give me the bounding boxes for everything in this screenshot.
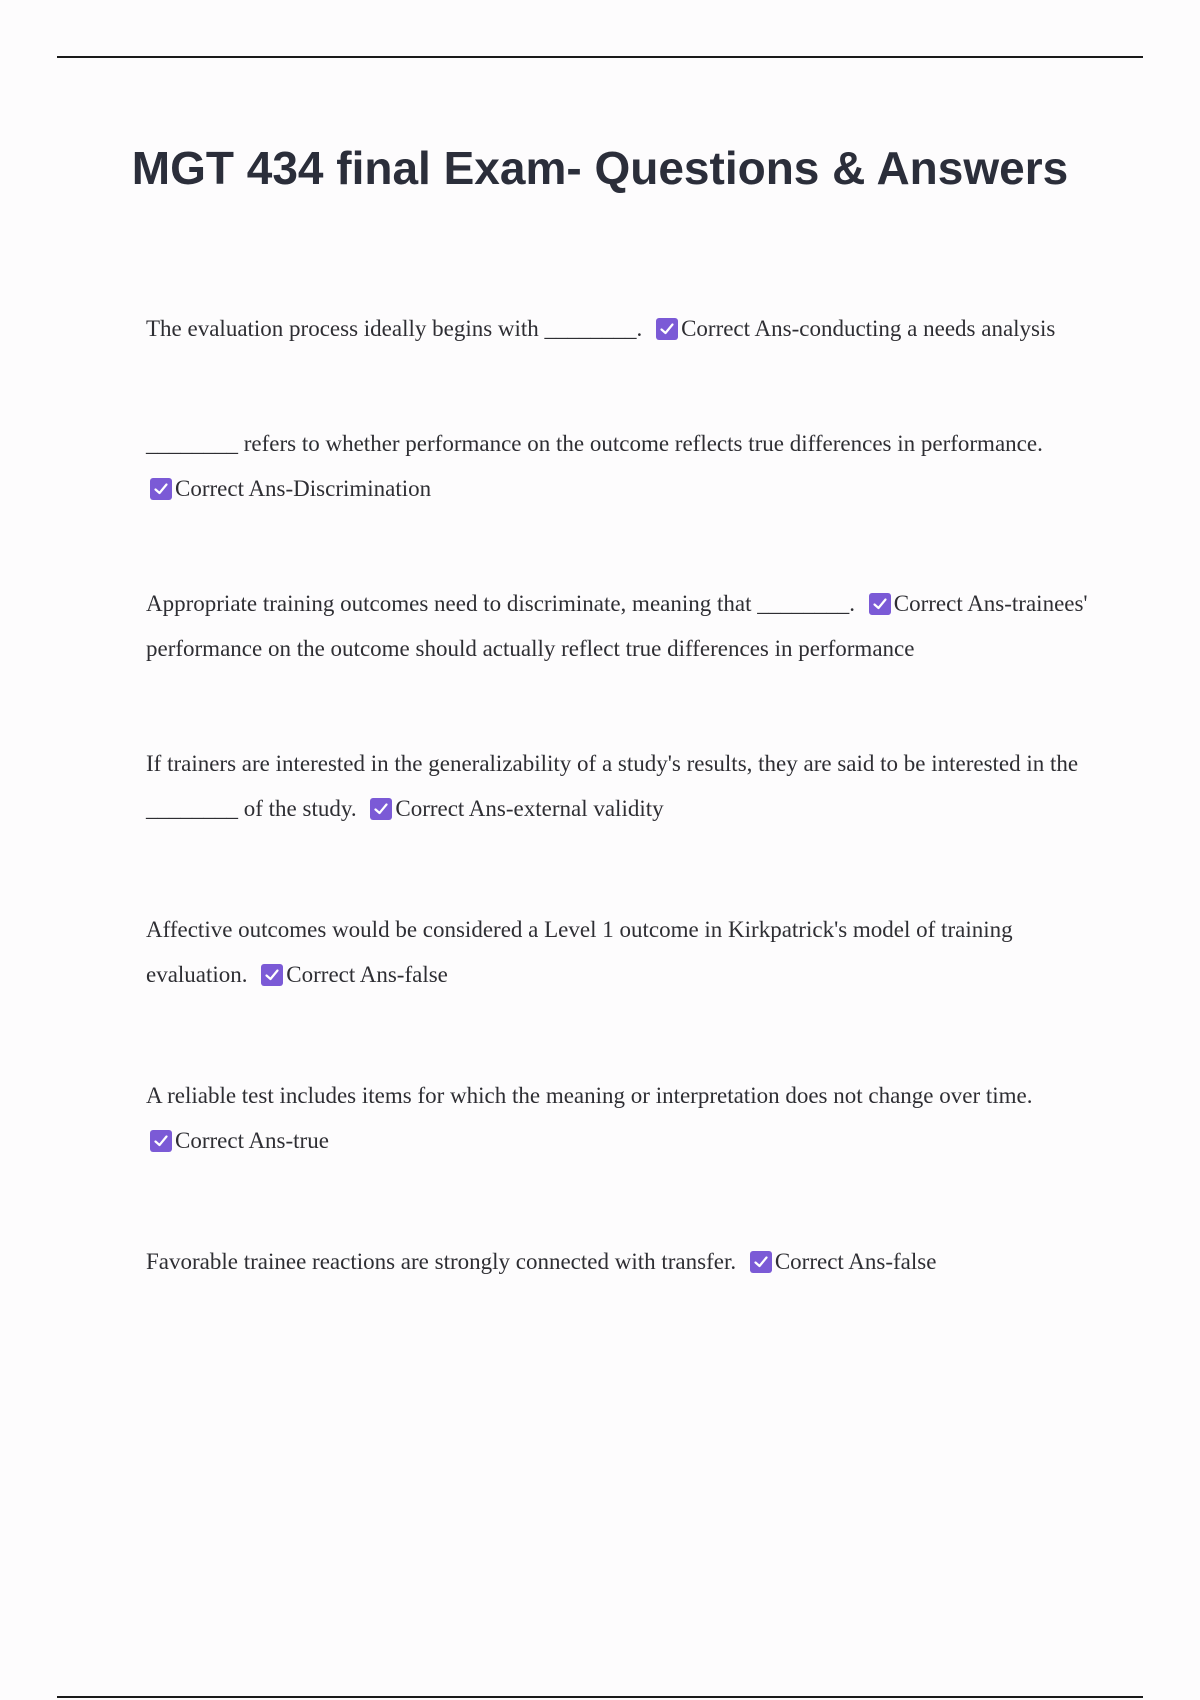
question-text: ________ refers to whether performance on the outcome reflects true differences in performance. [146, 431, 1043, 456]
qa-item [146, 306, 1096, 351]
question-text: The evaluation process ideally begins with ________. [146, 316, 643, 341]
qa-item [146, 1073, 1096, 1163]
answer-text: Correct Ans-trainees' performance on the outcome should actually reflect true differences in performance [146, 591, 1088, 661]
question-text: A reliable test includes items for which the meaning or interpretation does not change over time. [146, 1083, 1033, 1108]
answer-text: Correct Ans-external validity [395, 796, 664, 821]
qa-list [146, 306, 1096, 1354]
checkbox-checked-icon [150, 478, 172, 500]
answer-text: Correct Ans-true [175, 1128, 329, 1153]
answer-text: Correct Ans-Discrimination [175, 476, 432, 501]
qa-item [146, 421, 1096, 511]
qa-item [146, 907, 1096, 997]
question-text: Favorable trainee reactions are strongly connected with transfer. [146, 1249, 737, 1274]
checkbox-checked-icon [261, 964, 283, 986]
qa-item [146, 741, 1096, 831]
checkbox-checked-icon [750, 1251, 772, 1273]
checkbox-checked-icon [656, 318, 678, 340]
checkbox-checked-icon [869, 593, 891, 615]
footer-rule [57, 1696, 1143, 1698]
answer-text: Correct Ans-false [286, 962, 448, 987]
answer-text: Correct Ans-false [774, 1249, 937, 1274]
checkbox-checked-icon [370, 798, 392, 820]
header-rule [57, 56, 1143, 58]
question-text: Affective outcomes would be considered a Level 1 outcome in Kirkpatrick's model of training evaluation. [146, 917, 1013, 987]
answer-text: Correct Ans-conducting a needs analysis [681, 316, 1056, 341]
qa-item [146, 1239, 1096, 1284]
checkbox-checked-icon [150, 1130, 172, 1152]
question-text: If trainers are interested in the generalizability of a study's results, they are said to be interested in the ________ of the study. [146, 751, 1079, 821]
document-title: MGT 434 final Exam- Questions & Answers [131, 142, 1069, 194]
question-text: Appropriate training outcomes need to discriminate, meaning that ________. [146, 591, 855, 616]
qa-item [146, 581, 1096, 671]
